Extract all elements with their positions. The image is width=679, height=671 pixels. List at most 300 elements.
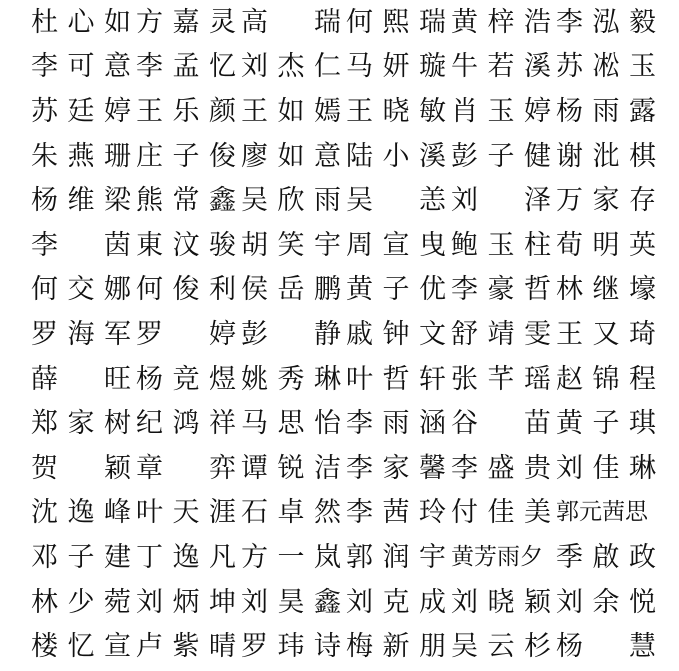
name-char: 舒 <box>451 318 478 350</box>
name-cell <box>134 134 238 179</box>
name-char: 恙 <box>419 185 446 217</box>
name-char: 雯 <box>524 318 551 350</box>
name-char: 刘 <box>451 185 478 217</box>
name-char: 李 <box>451 452 478 484</box>
name-cell <box>554 0 658 45</box>
name-cell <box>239 535 343 580</box>
name-char: 彭 <box>451 140 478 172</box>
name-char: 纪 <box>136 408 163 440</box>
name-char: 黄 <box>556 408 583 440</box>
name-char: 子 <box>592 408 620 440</box>
name-char: 贵 <box>524 452 551 484</box>
name-char: 嫣 <box>314 95 341 127</box>
name-char: 小 <box>382 140 410 172</box>
name-cell: 黄芳雨夕 <box>451 543 543 570</box>
name-char: 俊 <box>209 140 236 172</box>
name-char: 凡 <box>209 541 236 573</box>
name-char: 妍 <box>382 51 410 83</box>
name-char: 佳 <box>487 497 515 529</box>
name-char: 树 <box>104 408 131 440</box>
name-char: 家 <box>382 452 410 484</box>
name-char: 瑶 <box>524 363 551 395</box>
name-cell <box>449 268 553 313</box>
name-char: 季 <box>556 541 583 573</box>
name-char: 璇 <box>419 51 446 83</box>
name-char: 琳 <box>314 363 341 395</box>
name-cell <box>239 312 343 357</box>
name-char: 英 <box>629 229 656 261</box>
name-cell <box>239 134 343 179</box>
name-char: 東 <box>136 229 163 261</box>
name-char: 昊 <box>277 586 305 618</box>
name-char: 刘 <box>346 586 373 618</box>
name-char: 王 <box>556 318 583 350</box>
name-cell <box>554 624 658 669</box>
name-char: 常 <box>172 185 200 217</box>
name-cell <box>344 178 448 223</box>
name-char: 天 <box>172 497 200 529</box>
name-cell <box>344 312 448 357</box>
name-cell <box>554 45 658 90</box>
name-char: 盛 <box>487 452 515 484</box>
name-char: 婷 <box>209 318 236 350</box>
name-char: 祥 <box>209 408 236 440</box>
name-char: 杰 <box>277 51 305 83</box>
name-char: 瑞 <box>314 6 341 38</box>
name-char: 琦 <box>629 318 656 350</box>
name-char: 乐 <box>172 95 200 127</box>
name-cell <box>29 401 133 446</box>
name-char: 章 <box>136 452 163 484</box>
name-cell <box>344 446 448 491</box>
name-cell <box>344 89 448 134</box>
name-cell <box>554 89 658 134</box>
name-char: 忆 <box>67 631 95 663</box>
name-cell <box>344 624 448 669</box>
name-char: 罗 <box>241 631 268 663</box>
name-char: 静 <box>314 318 341 350</box>
name-cell <box>29 268 133 313</box>
name-char: 壕 <box>629 274 656 306</box>
name-char: 锐 <box>277 452 305 484</box>
name-char: 熙 <box>382 6 410 38</box>
name-char: 杨 <box>556 95 583 127</box>
name-char: 郑 <box>31 408 58 440</box>
name-cell <box>134 535 238 580</box>
name-cell <box>134 312 238 357</box>
name-cell <box>29 446 133 491</box>
name-char: 诗 <box>314 631 341 663</box>
name-char: 岳 <box>277 274 305 306</box>
name-char: 王 <box>241 95 268 127</box>
name-char: 敏 <box>419 95 446 127</box>
name-char: 豪 <box>487 274 515 306</box>
name-char: 克 <box>382 586 410 618</box>
name-cell: 郭元茜思 <box>556 499 648 526</box>
name-cell <box>239 223 343 268</box>
name-cell <box>134 223 238 268</box>
name-char: 秀 <box>277 363 305 395</box>
name-cell <box>449 223 553 268</box>
name-char: 颜 <box>209 95 236 127</box>
name-char: 洁 <box>314 452 341 484</box>
name-cell <box>134 45 238 90</box>
name-char: 意 <box>104 51 131 83</box>
name-char: 谷 <box>451 408 478 440</box>
name-char: 刘 <box>241 51 268 83</box>
name-char: 润 <box>382 541 410 573</box>
name-char: 馨 <box>419 452 446 484</box>
name-char: 叶 <box>136 497 163 529</box>
name-cell <box>239 357 343 402</box>
name-cell <box>554 357 658 402</box>
name-char: 雨 <box>592 95 620 127</box>
name-char: 李 <box>31 51 58 83</box>
name-char: 灵 <box>209 6 236 38</box>
name-cell <box>554 446 658 491</box>
name-char: 锦 <box>592 363 620 395</box>
name-cell <box>449 446 553 491</box>
name-cell <box>344 580 448 625</box>
name-char: 牛 <box>451 51 478 83</box>
name-char: 卢 <box>136 631 163 663</box>
name-char: 晓 <box>487 586 515 618</box>
name-char: 宣 <box>104 631 131 663</box>
name-cell <box>29 312 133 357</box>
name-char: 云 <box>487 631 515 663</box>
name-char: 林 <box>556 274 583 306</box>
name-char: 杨 <box>31 185 58 217</box>
name-cell <box>449 491 553 536</box>
name-char: 彭 <box>241 318 268 350</box>
name-char: 何 <box>346 6 373 38</box>
name-char: 梁 <box>104 185 131 217</box>
name-char: 又 <box>592 318 620 350</box>
name-cell <box>449 89 553 134</box>
name-char: 何 <box>31 274 58 306</box>
name-char: 凇 <box>592 51 620 83</box>
name-char: 谢 <box>556 140 583 172</box>
name-cell <box>344 491 448 536</box>
name-char: 玉 <box>487 229 515 261</box>
name-char: 付 <box>451 497 478 529</box>
name-char: 马 <box>241 408 268 440</box>
name-char: 刘 <box>136 586 163 618</box>
name-char: 鲍 <box>451 229 478 261</box>
name-cell <box>134 491 238 536</box>
name-char: 珊 <box>104 140 131 172</box>
name-char: 子 <box>67 541 95 573</box>
name-char: 雨 <box>314 185 341 217</box>
name-char: 鑫 <box>314 586 341 618</box>
name-char: 玉 <box>629 51 656 83</box>
name-cell <box>344 134 448 179</box>
name-char: 若 <box>487 51 515 83</box>
name-cell <box>239 89 343 134</box>
name-char: 沈 <box>31 497 58 529</box>
name-char: 明 <box>592 229 620 261</box>
name-cell <box>239 45 343 90</box>
name-char: 玲 <box>419 497 446 529</box>
name-char: 忆 <box>209 51 236 83</box>
name-cell <box>29 357 133 402</box>
name-cell <box>239 0 343 45</box>
name-char: 沘 <box>592 140 620 172</box>
name-char: 方 <box>136 6 163 38</box>
name-char: 马 <box>346 51 373 83</box>
name-char: 杨 <box>556 631 583 663</box>
name-char: 宇 <box>419 541 446 573</box>
name-char: 美 <box>524 497 551 529</box>
name-char: 李 <box>346 497 373 529</box>
name-char: 一 <box>277 541 305 573</box>
name-char: 慧 <box>629 631 656 663</box>
name-char: 旺 <box>104 363 131 395</box>
name-char: 悦 <box>629 586 656 618</box>
name-char: 梅 <box>346 631 373 663</box>
name-char: 朋 <box>419 631 446 663</box>
name-cell <box>134 178 238 223</box>
name-char: 罗 <box>31 318 58 350</box>
name-char: 家 <box>592 185 620 217</box>
name-char: 吴 <box>451 631 478 663</box>
name-cell <box>449 624 553 669</box>
name-cell <box>29 89 133 134</box>
name-char: 骏 <box>209 229 236 261</box>
name-cell <box>29 134 133 179</box>
name-cell <box>449 0 553 45</box>
name-char: 嘉 <box>172 6 200 38</box>
name-char: 靖 <box>487 318 515 350</box>
name-cell <box>29 624 133 669</box>
name-char: 新 <box>382 631 410 663</box>
name-char: 玉 <box>487 95 515 127</box>
name-char: 优 <box>419 274 446 306</box>
name-cell <box>29 580 133 625</box>
name-char: 鑫 <box>209 185 236 217</box>
name-char: 王 <box>136 95 163 127</box>
name-char: 轩 <box>419 363 446 395</box>
name-cell <box>134 0 238 45</box>
name-char: 竞 <box>172 363 200 395</box>
name-cell <box>134 624 238 669</box>
name-char: 文 <box>419 318 446 350</box>
name-char: 欣 <box>277 185 305 217</box>
name-cell <box>554 401 658 446</box>
name-char: 林 <box>31 586 58 618</box>
name-char: 宇 <box>314 229 341 261</box>
name-char: 陆 <box>346 140 373 172</box>
name-char: 茵 <box>104 229 131 261</box>
name-char: 孟 <box>172 51 200 83</box>
name-char: 黄 <box>346 274 373 306</box>
name-char: 石 <box>241 497 268 529</box>
name-char: 何 <box>136 274 163 306</box>
name-char: 雨 <box>382 408 410 440</box>
name-char: 子 <box>382 274 410 306</box>
name-char: 李 <box>346 408 373 440</box>
name-char: 李 <box>556 6 583 38</box>
name-char: 高 <box>241 6 268 38</box>
name-char: 刘 <box>451 586 478 618</box>
name-char: 哲 <box>382 363 410 395</box>
name-cell <box>239 401 343 446</box>
name-char: 建 <box>104 541 131 573</box>
name-char: 丁 <box>136 541 163 573</box>
name-char: 黄 <box>451 6 478 38</box>
name-char: 芊 <box>487 363 515 395</box>
name-cell <box>134 268 238 313</box>
name-char: 鸿 <box>172 408 200 440</box>
name-list-grid <box>29 0 669 669</box>
name-char: 苏 <box>31 95 58 127</box>
name-cell <box>29 223 133 268</box>
name-cell <box>344 535 448 580</box>
name-char: 婷 <box>104 95 131 127</box>
name-char: 如 <box>277 140 305 172</box>
name-cell <box>449 178 553 223</box>
name-cell <box>554 580 658 625</box>
name-char: 刘 <box>556 452 583 484</box>
name-char: 王 <box>346 95 373 127</box>
name-char: 心 <box>67 6 95 38</box>
name-char: 李 <box>31 229 58 261</box>
name-char: 姚 <box>241 363 268 395</box>
name-char: 杜 <box>31 6 58 38</box>
name-char: 可 <box>67 51 95 83</box>
name-cell <box>239 178 343 223</box>
name-cell <box>344 0 448 45</box>
name-cell <box>134 357 238 402</box>
name-cell <box>29 0 133 45</box>
name-char: 李 <box>346 452 373 484</box>
name-char: 涯 <box>209 497 236 529</box>
name-char: 家 <box>67 408 95 440</box>
name-cell <box>239 446 343 491</box>
name-cell <box>134 446 238 491</box>
name-char: 逸 <box>67 497 95 529</box>
name-char: 周 <box>346 229 373 261</box>
name-char: 棋 <box>629 140 656 172</box>
name-char: 娜 <box>104 274 131 306</box>
name-char: 茜 <box>382 497 410 529</box>
name-cell <box>344 357 448 402</box>
name-char: 弈 <box>209 452 236 484</box>
name-cell <box>29 491 133 536</box>
name-char: 李 <box>136 51 163 83</box>
name-char: 岚 <box>314 541 341 573</box>
name-char: 薛 <box>31 363 58 395</box>
name-char: 苗 <box>524 408 551 440</box>
name-char: 健 <box>524 140 551 172</box>
name-char: 赵 <box>556 363 583 395</box>
name-char: 颖 <box>524 586 551 618</box>
name-cell <box>449 45 553 90</box>
name-char: 钟 <box>382 318 410 350</box>
name-char: 坤 <box>209 586 236 618</box>
name-char: 刘 <box>556 586 583 618</box>
name-char: 菀 <box>104 586 131 618</box>
name-cell <box>449 134 553 179</box>
name-cell <box>449 580 553 625</box>
name-char: 峰 <box>104 497 131 529</box>
name-char: 吴 <box>241 185 268 217</box>
name-char: 交 <box>67 274 95 306</box>
name-char: 海 <box>67 318 95 350</box>
name-char: 利 <box>209 274 236 306</box>
name-char: 少 <box>67 586 95 618</box>
name-char: 琳 <box>629 452 656 484</box>
name-char: 余 <box>592 586 620 618</box>
name-char: 贺 <box>31 452 58 484</box>
name-char: 炳 <box>172 586 200 618</box>
name-char: 胡 <box>241 229 268 261</box>
name-char: 燕 <box>67 140 95 172</box>
name-char: 继 <box>592 274 620 306</box>
name-char: 玮 <box>277 631 305 663</box>
name-char: 仁 <box>314 51 341 83</box>
name-char: 柱 <box>524 229 551 261</box>
name-char: 廖 <box>241 140 268 172</box>
name-char: 子 <box>172 140 200 172</box>
name-char: 存 <box>629 185 656 217</box>
name-char: 朱 <box>31 140 58 172</box>
name-char: 逸 <box>172 541 200 573</box>
name-cell <box>554 312 658 357</box>
name-char: 佳 <box>592 452 620 484</box>
name-char: 曳 <box>419 229 446 261</box>
name-cell <box>344 268 448 313</box>
name-char: 政 <box>629 541 656 573</box>
name-cell <box>29 45 133 90</box>
name-char: 浩 <box>524 6 551 38</box>
name-char: 熊 <box>136 185 163 217</box>
name-char: 维 <box>67 185 95 217</box>
name-cell <box>554 134 658 179</box>
name-char: 泓 <box>592 6 620 38</box>
name-char: 婷 <box>524 95 551 127</box>
name-cell <box>449 401 553 446</box>
name-char: 思 <box>277 408 305 440</box>
name-char: 毅 <box>629 6 656 38</box>
name-cell <box>29 178 133 223</box>
name-char: 卓 <box>277 497 305 529</box>
name-char: 琪 <box>629 408 656 440</box>
name-char: 吴 <box>346 185 373 217</box>
name-char: 晓 <box>382 95 410 127</box>
name-cell <box>554 178 658 223</box>
name-char: 泽 <box>524 185 551 217</box>
name-char: 荀 <box>556 229 583 261</box>
name-char: 戚 <box>346 318 373 350</box>
name-char: 鹏 <box>314 274 341 306</box>
name-cell <box>134 580 238 625</box>
name-char: 意 <box>314 140 341 172</box>
name-cell <box>134 401 238 446</box>
name-char: 邓 <box>31 541 58 573</box>
name-char: 罗 <box>136 318 163 350</box>
name-char: 瑞 <box>419 6 446 38</box>
name-char: 然 <box>314 497 341 529</box>
name-cell <box>344 223 448 268</box>
name-char: 涵 <box>419 408 446 440</box>
name-char: 张 <box>451 363 478 395</box>
name-char: 杉 <box>524 631 551 663</box>
name-char: 煜 <box>209 363 236 395</box>
name-char: 李 <box>451 274 478 306</box>
name-char: 紫 <box>172 631 200 663</box>
name-char: 方 <box>241 541 268 573</box>
